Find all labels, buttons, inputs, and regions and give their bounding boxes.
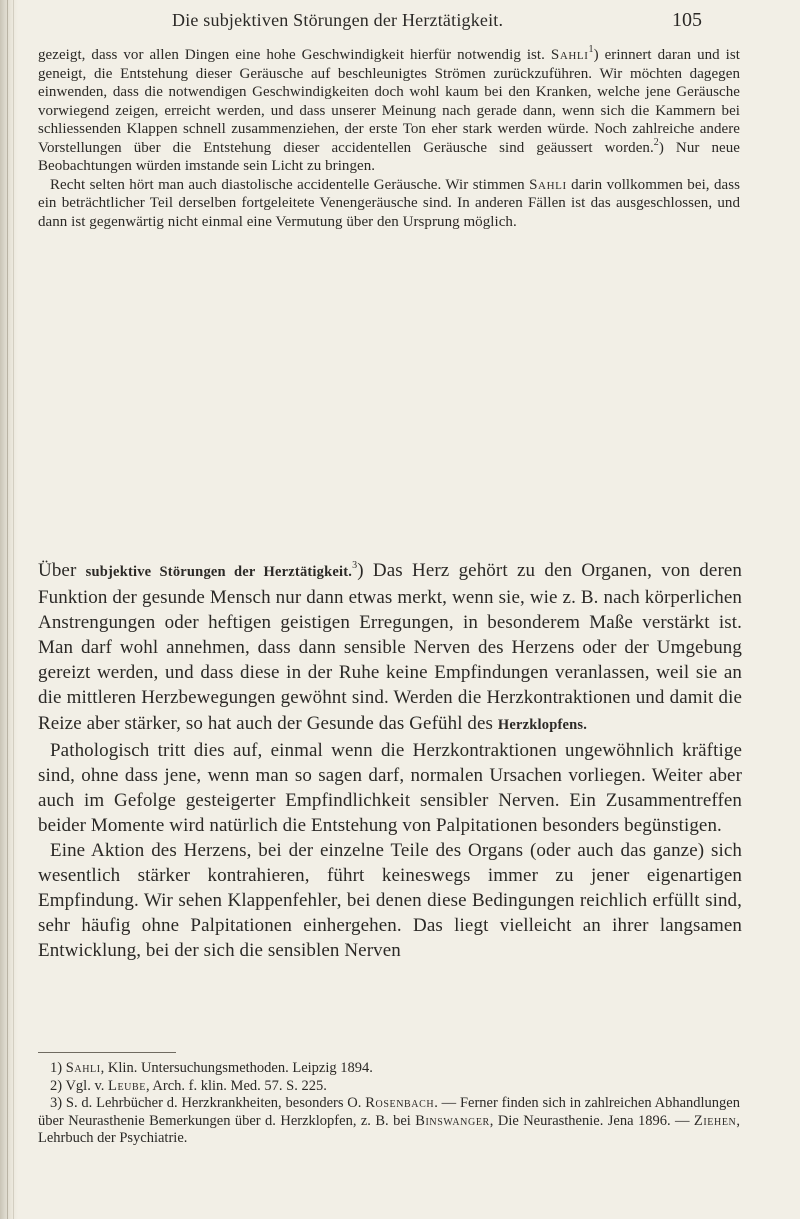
text-run: Über	[38, 560, 86, 581]
footnote-divider	[38, 1052, 176, 1053]
running-title: Die subjektiven Störungen der Herztätigkeit.	[172, 10, 504, 30]
author-name: Sahli	[65, 1060, 101, 1076]
footnote-2	[38, 1078, 740, 1096]
main-text-section	[38, 558, 742, 964]
footnotes	[38, 1060, 740, 1148]
small-paragraph	[38, 46, 740, 176]
text-run: darin vollkommen bei, dass ein beträchtlicher Teil derselben fortgeleitete Venengeräusche sind. In anderen Fällen ist das ausgeschlossen, und dann ist gegenwärtig nicht einmal eine Vermutung über den Ursprung möglich.	[38, 176, 741, 230]
main-paragraph: Pathologisch tritt dies auf, einmal wenn die Herzkontraktionen ungewöhnlich kräftige sind, ohne dass jene, wenn man so sagen darf, normalen Ursachen vorliegen. Weiter aber auch im Gefolge gesteigerter Empfindlichkeit sensibler Nerven. Ein Zusammentreffen beider Momente wird natürlich die Entstehung von Palpitationen besonders begünstigen.	[38, 739, 742, 836]
text-run: ) Nur neue Beobachtungen würden imstande sein Licht zu bringen.	[38, 139, 740, 174]
text-run: . — Ferner finden sich in zahlreichen Abhandlungen über Neurasthenie Bemerkungen über d. Herzklopfen, z. B. bei	[38, 1095, 740, 1129]
text-run: , Lehrbuch der Psychiatrie.	[38, 1112, 740, 1147]
binding-edge-line	[7, 0, 8, 1219]
footnote-number: 1)	[50, 1060, 66, 1076]
text-run: S. d. Lehrbücher d. Herzkrankheiten, besonders O.	[65, 1095, 366, 1112]
text-run: , Klin. Untersuchungsmethoden. Leipzig 1894.	[100, 1060, 373, 1076]
text-run: ) erinnert daran und ist geneigt, die Entstehung dieser Geräusche auf beschleunigtes Strömen zurückzuführen. Wir möchten dagegen einwenden, dass die notwendigen Geschwindigkeiten doch wohl kaum bei den Kranken, welche jene Geräusche vorwiegend zeigen, erreicht werden, und dass unserer Meinung nach gerade dann, wenn sich die Kammern bei schliessenden Klappen schnell zusammenziehen, der erste Ton eher stark werden würde. Noch zahlreiche andere Vorstellungen über die Entstehung dieser accidentellen Geräusche sind geäussert worden.	[38, 47, 740, 156]
section-heading: subjektive Störungen der Herztätigkeit.	[85, 564, 353, 580]
small-print-section	[38, 46, 740, 231]
text-run: Vgl. v.	[65, 1077, 109, 1094]
author-name-sahli: Sahli	[529, 176, 567, 193]
author-name: Ziehen	[693, 1112, 737, 1129]
footnote-number: 3)	[50, 1095, 66, 1112]
text-run: ) Das Herz gehört zu den Organen, von deren Funktion der gesunde Mensch nur dann etwas merkt, wenn sie, wie z. B. nach körperlichen Anstrengungen oder heftigen geistigen Erregungen, in besonderem Maße verstärkt ist. Man darf wohl annehmen, dass dann sensible Nerven des Herzens oder der Umgebung gereizt werden, und dass diese in der Ruhe keine Empfindungen veranlassen, weil sie an die mittleren Herzbewegungen gewöhnt sind. Werden die Herzkontraktionen und damit die Reize aber stärker, so hat auch der Gesunde das Gefühl des	[38, 560, 743, 734]
author-name-sahli: Sahli	[550, 47, 589, 63]
author-name: Leube	[108, 1077, 146, 1094]
author-name: Binswanger	[415, 1112, 490, 1129]
main-paragraph	[38, 558, 742, 738]
footnote-ref-2: 2	[653, 136, 659, 148]
footnote-ref-1: 1	[588, 44, 594, 55]
text-run: , Arch. f. klin. Med. 57. S. 225.	[145, 1077, 327, 1094]
footnote-number: 2)	[50, 1077, 66, 1094]
author-name: Rosenbach	[365, 1095, 435, 1112]
text-run: Recht selten hört man auch diastolische accidentelle Geräusche. Wir stimmen	[50, 176, 530, 193]
running-head	[172, 10, 702, 40]
footnote-3	[38, 1095, 740, 1148]
emphasized-term: Herzklopfens.	[497, 716, 588, 733]
text-run: , Die Neurasthenie. Jena 1896. —	[489, 1112, 694, 1129]
footnote-1	[38, 1060, 740, 1078]
binding-gutter-shadow	[0, 0, 18, 1219]
footnote-ref-3: 3	[352, 559, 358, 571]
small-paragraph	[38, 176, 740, 232]
binding-edge-line	[13, 0, 14, 1219]
page-number: 105	[672, 9, 702, 31]
text-run: gezeigt, dass vor allen Dingen eine hohe Geschwindigkeit hierfür notwendig ist.	[38, 47, 551, 63]
main-paragraph: Eine Aktion des Herzens, bei der einzelne Teile des Organs (oder auch das ganze) sich wesentlich stärker kontrahieren, führt keineswegs immer zu jener eigenartigen Empfindung. Wir sehen Klappenfehler, bei denen diese Bedingungen reichlich erfüllt sind, sehr häufig ohne Palpitationen einhergehen. Das liegt vielleicht an ihrer langsamen Entwicklung, bei der sich die sensiblen Nerven	[38, 840, 742, 962]
